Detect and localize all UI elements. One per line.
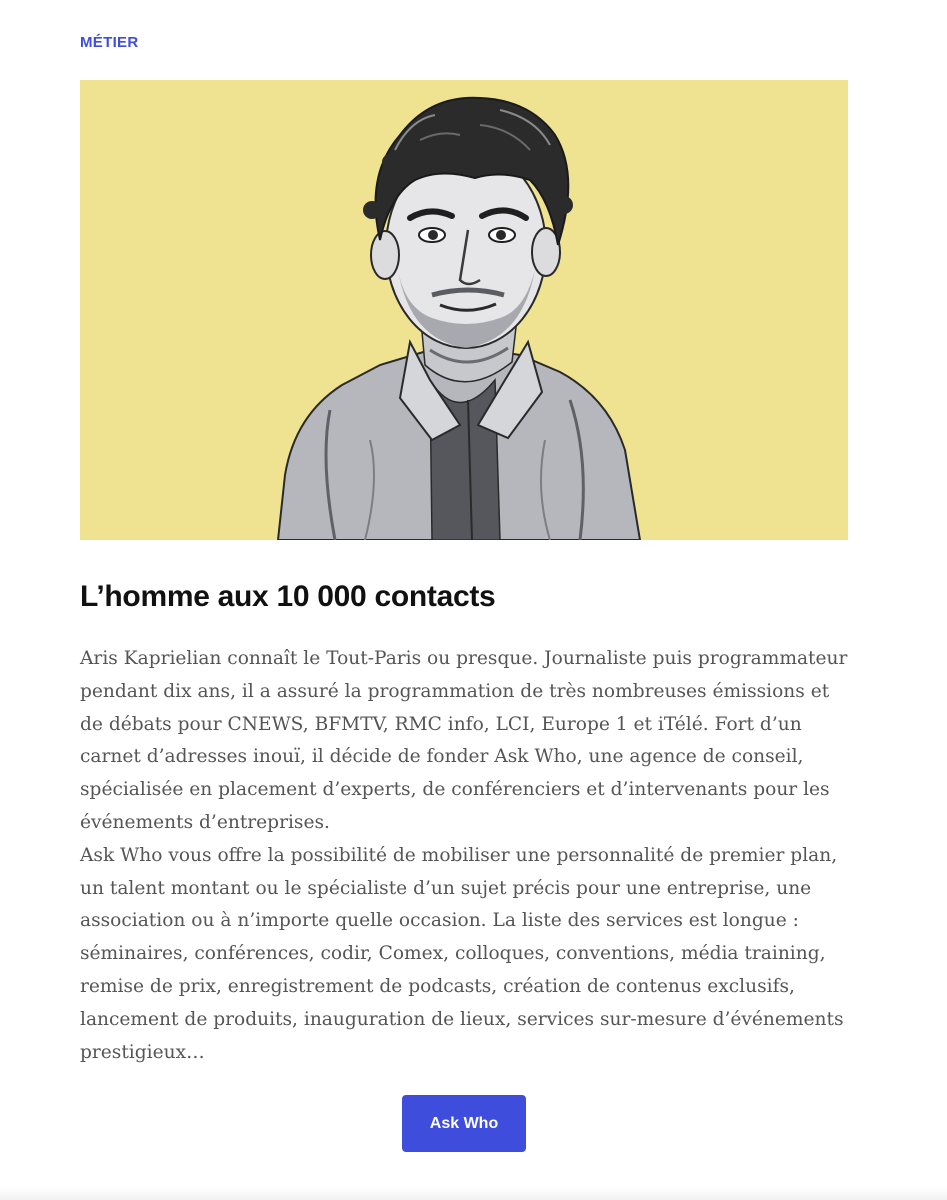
category-label: MÉTIER [80,34,139,51]
footer-fade [0,1186,947,1200]
hero-illustration [80,80,848,540]
article-paragraph: Ask Who vous offre la possibilité de mobiliser une personnalité de premier plan, un talent montant ou le spécialiste d’un sujet précis pour une entreprise, une association ou à n’importe quelle occasion. La liste des services est longue : séminaires, conférences, codir, Comex, colloques, conventions, média training, remise de prix, enregistrement de podcasts, création de contenus exclusifs, lancement de produits, inauguration de lieux, services sur-mesure d’événements prestigieux… [80,844,844,1063]
cta-row [80,1095,848,1152]
portrait-illustration [80,80,848,540]
article-title: L’homme aux 10 000 contacts [80,580,496,613]
article-paragraph: Aris Kaprielian connaît le Tout-Paris ou presque. Journaliste puis programmateur pendant dix ans, il a assuré la programmation de très nombreuses émissions et de débats pour CNEWS, BFMTV, RMC info, LCI, Europe 1 et iTélé. Fort d’un carnet d’adresses inouï, il décide de fonder Ask Who, une agence de conseil, spécialisée en placement d’experts, de conférenciers et d’intervenants pour les événements d’entreprises. [80,648,848,833]
ask-who-button[interactable]: Ask Who [402,1095,526,1152]
article-body [80,643,848,1069]
